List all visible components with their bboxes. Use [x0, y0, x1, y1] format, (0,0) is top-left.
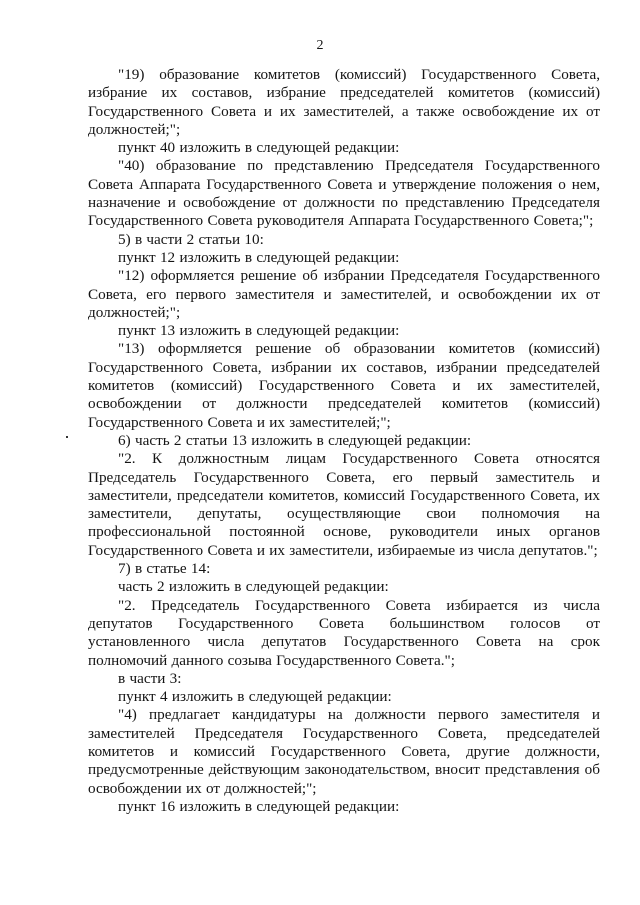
paragraph: "40) образование по представлению Председателя Государственного Совета Аппарата Государственного Совета и утверждение положения о нем, назначение и освобождение от должности по представлению Председателя Государственного Совета руководителя Аппарата Государственного Совета;";: [88, 157, 600, 230]
paragraph: "19) образование комитетов (комиссий) Государственного Совета, избрание их составов, избрание председателей комитетов (комиссий) Государственного Совета и их заместителей, а также освобождение их от должностей;";: [88, 66, 600, 138]
paragraph: "12) оформляется решение об избрании Председателя Государственного Совета, его первого заместителя и заместителей, и освобождении их от должностей;";: [88, 267, 600, 321]
paragraph: "4) предлагает кандидатуры на должности первого заместителя и заместителей Председателя Государственного Совета, председателей комитетов и комиссий Государственного Совета, другие должности, предусмотренные действующим законодательством, вносит представления об освобождении их от должностей;";: [88, 706, 600, 797]
paragraph: 7) в статье 14:: [118, 560, 211, 578]
paragraph: пункт 40 изложить в следующей редакции:: [118, 139, 400, 157]
paragraph: пункт 13 изложить в следующей редакции:: [118, 322, 400, 340]
paragraph: 6) часть 2 статьи 13 изложить в следующей редакции:: [118, 431, 472, 449]
document-body: [88, 66, 600, 816]
paragraph: пункт 16 изложить в следующей редакции:: [118, 797, 400, 815]
paragraph: в части 3:: [118, 669, 182, 687]
scan-speck: [66, 436, 68, 438]
paragraph: часть 2 изложить в следующей редакции:: [118, 578, 389, 596]
page-number: 2: [316, 38, 324, 53]
paragraph: пункт 12 изложить в следующей редакции:: [118, 248, 400, 266]
paragraph: "2. Председатель Государственного Совета избирается из числа депутатов Государственного Совета большинством голосов от установленного числа депутатов Государственного Совета на срок полномочий данного созыва Государственного Совета.";: [88, 596, 600, 669]
paragraph: "13) оформляется решение об образовании комитетов (комиссий) Государственного Совета, избрании их составов, избрании председателей комитетов (комиссий) Государственного Совета и их заместителей, освобождении от должности председателей комитетов (комиссий) Государственного Совета и их заместителей;";: [88, 340, 600, 431]
paragraph: пункт 4 изложить в следующей редакции:: [118, 688, 392, 706]
paragraph: "2. К должностным лицам Государственного Совета относятся Председатель Государственного Совета, его первый заместитель и заместители, председатели комитетов, комиссий Государственного Совета, их заместители, депутаты, осуществляющие свои полномочия на профессиональной постоянной основе, руководители иных органов Государственного Совета и их заместители, избираемые из числа депутатов.";: [88, 450, 600, 559]
paragraph: 5) в части 2 статьи 10:: [118, 230, 264, 248]
